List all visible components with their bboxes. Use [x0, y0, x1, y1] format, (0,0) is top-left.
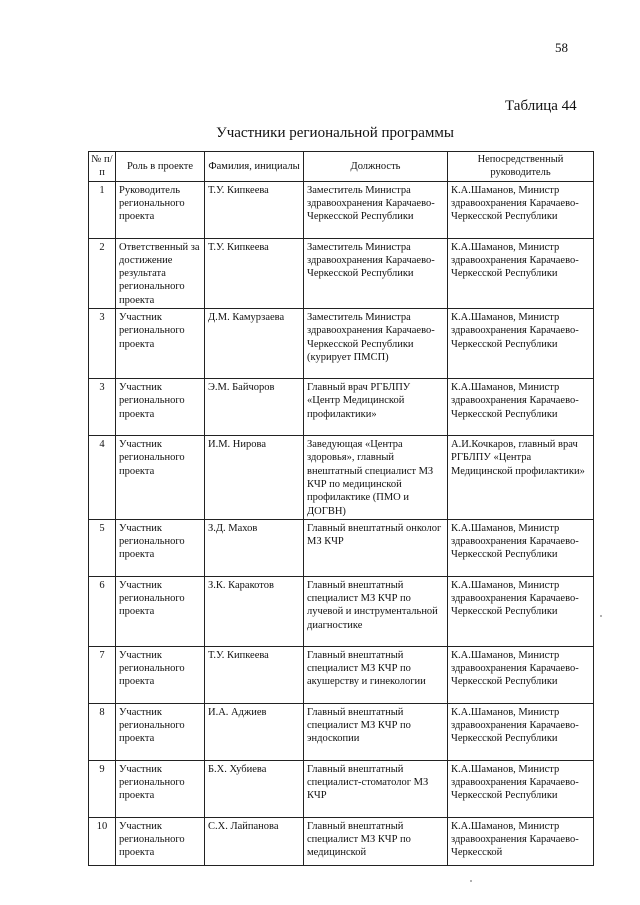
header-num: № п/п	[89, 152, 116, 182]
header-row	[89, 152, 594, 182]
cell-num: 3	[89, 379, 116, 436]
table-body	[89, 181, 594, 865]
cell-role: Участник регионального проекта	[116, 760, 205, 817]
scan-speck	[600, 615, 602, 617]
cell-supervisor: К.А.Шаманов, Министр здравоохранения Карачаево-Черкесской Республики	[448, 238, 594, 308]
table-row	[89, 703, 594, 760]
table-row	[89, 181, 594, 238]
cell-position: Заместитель Министра здравоохранения Карачаево-Черкесской Республики (курирует ПМСП)	[304, 309, 448, 379]
cell-supervisor: К.А.Шаманов, Министр здравоохранения Карачаево-Черкесской Республики	[448, 309, 594, 379]
cell-num: 8	[89, 703, 116, 760]
cell-num: 2	[89, 238, 116, 308]
cell-position: Главный внештатный специалист-стоматолог МЗ КЧР	[304, 760, 448, 817]
cell-name: И.М. Нирова	[205, 436, 304, 520]
cell-name: Т.У. Кипкеева	[205, 181, 304, 238]
cell-role: Руководитель регионального проекта	[116, 181, 205, 238]
table-row	[89, 760, 594, 817]
participants-table	[88, 151, 594, 866]
table-row	[89, 646, 594, 703]
cell-supervisor: К.А.Шаманов, Министр здравоохранения Карачаево-Черкесской Республики	[448, 181, 594, 238]
cell-role: Участник регионального проекта	[116, 309, 205, 379]
cell-position: Главный внештатный онколог МЗ КЧР	[304, 519, 448, 576]
cell-position: Главный внештатный специалист МЗ КЧР по акушерству и гинекологии	[304, 646, 448, 703]
cell-name: Б.Х. Хубиева	[205, 760, 304, 817]
cell-num: 3	[89, 309, 116, 379]
table-row	[89, 436, 594, 520]
table-row	[89, 379, 594, 436]
cell-position: Главный внештатный специалист МЗ КЧР по медицинской	[304, 817, 448, 865]
table-label: Таблица 44	[505, 98, 577, 114]
cell-supervisor: К.А.Шаманов, Министр здравоохранения Карачаево-Черкесской Республики	[448, 519, 594, 576]
cell-supervisor: К.А.Шаманов, Министр здравоохранения Карачаево-Черкесской Республики	[448, 646, 594, 703]
table-row	[89, 817, 594, 865]
table-row	[89, 576, 594, 646]
cell-supervisor: К.А.Шаманов, Министр здравоохранения Карачаево-Черкесской Республики	[448, 576, 594, 646]
table-row	[89, 309, 594, 379]
cell-name: Д.М. Камурзаева	[205, 309, 304, 379]
cell-name: И.А. Аджиев	[205, 703, 304, 760]
cell-name: З.Д. Махов	[205, 519, 304, 576]
cell-name: С.Х. Лайпанова	[205, 817, 304, 865]
cell-num: 9	[89, 760, 116, 817]
cell-name: Т.У. Кипкеева	[205, 238, 304, 308]
cell-role: Участник регионального проекта	[116, 576, 205, 646]
cell-role: Участник регионального проекта	[116, 646, 205, 703]
cell-supervisor: К.А.Шаманов, Министр здравоохранения Карачаево-Черкесской Республики	[448, 379, 594, 436]
table-row	[89, 238, 594, 308]
scan-speck	[470, 880, 472, 882]
header-name: Фамилия, инициалы	[205, 152, 304, 182]
cell-num: 4	[89, 436, 116, 520]
cell-name: Э.М. Байчоров	[205, 379, 304, 436]
cell-position: Заместитель Министра здравоохранения Карачаево-Черкесской Республики	[304, 238, 448, 308]
cell-role: Участник регионального проекта	[116, 817, 205, 865]
cell-num: 5	[89, 519, 116, 576]
cell-position: Заместитель Министра здравоохранения Карачаево-Черкесской Республики	[304, 181, 448, 238]
cell-num: 6	[89, 576, 116, 646]
cell-name: Т.У. Кипкеева	[205, 646, 304, 703]
cell-role: Участник регионального проекта	[116, 379, 205, 436]
cell-position: Главный внештатный специалист МЗ КЧР по эндоскопии	[304, 703, 448, 760]
table-header	[89, 152, 594, 182]
cell-name: З.К. Каракотов	[205, 576, 304, 646]
page-number: 58	[555, 40, 568, 55]
cell-position: Заведующая «Центра здоровья», главный внештатный специалист МЗ КЧР по медицинской профилактике (ПМО и ДОГВН)	[304, 436, 448, 520]
document-title: Участники региональной программы	[216, 125, 454, 141]
cell-supervisor: К.А.Шаманов, Министр здравоохранения Карачаево-Черкесской Республики	[448, 760, 594, 817]
cell-num: 1	[89, 181, 116, 238]
cell-supervisor: К.А.Шаманов, Министр здравоохранения Карачаево-Черкесской	[448, 817, 594, 865]
cell-num: 10	[89, 817, 116, 865]
header-role: Роль в проекте	[116, 152, 205, 182]
cell-supervisor: А.И.Кочкаров, главный врач РГБЛПУ «Центра Медицинской профилактики»	[448, 436, 594, 520]
header-supervisor: Непосредственный руководитель	[448, 152, 594, 182]
cell-role: Участник регионального проекта	[116, 436, 205, 520]
table-row	[89, 519, 594, 576]
cell-position: Главный внештатный специалист МЗ КЧР по лучевой и инструментальной диагностике	[304, 576, 448, 646]
cell-role: Ответственный за достижение результата регионального проекта	[116, 238, 205, 308]
cell-position: Главный врач РГБЛПУ «Центр Медицинской профилактики»	[304, 379, 448, 436]
cell-num: 7	[89, 646, 116, 703]
header-position: Должность	[304, 152, 448, 182]
cell-role: Участник регионального проекта	[116, 703, 205, 760]
cell-supervisor: К.А.Шаманов, Министр здравоохранения Карачаево-Черкесской Республики	[448, 703, 594, 760]
cell-role: Участник регионального проекта	[116, 519, 205, 576]
